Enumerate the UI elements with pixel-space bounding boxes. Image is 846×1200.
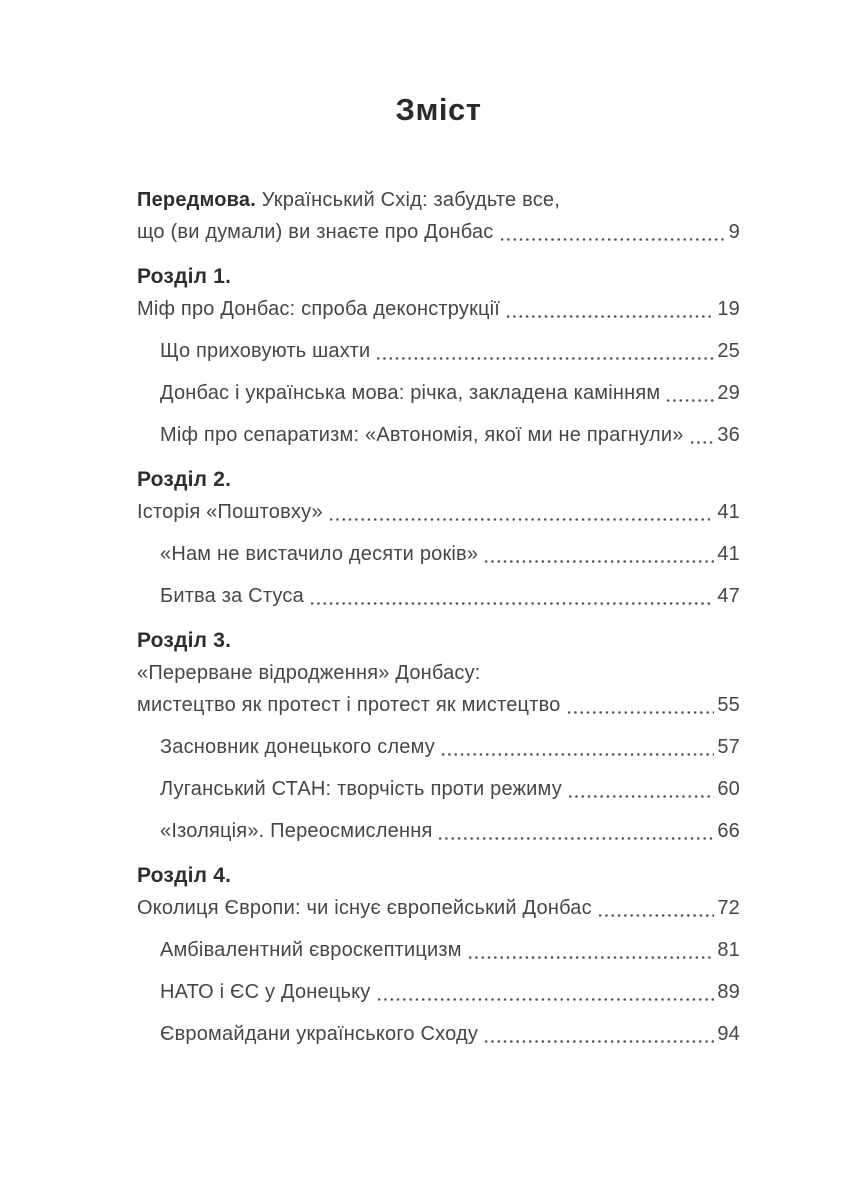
page-number: 60	[717, 778, 740, 800]
leader-dots	[376, 998, 715, 1001]
chapter-heading: Розділ 3.	[137, 629, 232, 652]
leader-dots	[665, 399, 714, 402]
leader-dots	[467, 956, 715, 959]
toc-entry-label: «Нам не вистачило десяти років»	[160, 543, 479, 565]
page-number: 9	[728, 221, 740, 243]
toc-preface-title: Український Схід: забудьте все,	[261, 189, 560, 211]
chapter-title-entry	[137, 293, 740, 325]
page-number: 29	[717, 382, 740, 404]
chapter-title-entry	[137, 689, 740, 721]
page-number: 25	[717, 340, 740, 362]
page-number: 72	[717, 897, 740, 919]
leader-dots	[328, 518, 714, 521]
chapter-heading: Розділ 2.	[137, 468, 232, 491]
page-number: 55	[717, 694, 740, 716]
leader-dots	[689, 441, 715, 444]
toc-entry-label: Засновник донецького слему	[160, 736, 435, 758]
toc-entry-label: мистецтво як протест і протест як мистецтво	[137, 694, 561, 716]
table-of-contents	[137, 184, 740, 1050]
leader-dots	[597, 914, 715, 917]
page-number: 36	[717, 424, 740, 446]
page-title: Зміст	[395, 92, 482, 127]
page-number: 81	[717, 939, 740, 961]
leader-dots	[483, 560, 714, 563]
toc-entry	[137, 731, 740, 763]
leader-dots	[440, 753, 714, 756]
page-number: 41	[717, 543, 740, 565]
toc-section-1	[137, 261, 740, 451]
toc-entry-label: Донбас і українська мова: річка, закладена камінням	[160, 382, 661, 404]
toc-entry-label: Що приховують шахти	[160, 340, 371, 362]
toc-entry	[137, 335, 740, 367]
toc-entry-label: «Ізоляція». Переосмислення	[160, 820, 433, 842]
chapter-heading: Розділ 1.	[137, 265, 232, 288]
toc-section-2	[137, 464, 740, 612]
leader-dots	[375, 357, 714, 360]
leader-dots	[499, 238, 726, 241]
toc-preface-line1	[137, 184, 740, 216]
toc-section-preface	[137, 184, 740, 248]
toc-entry	[137, 976, 740, 1008]
leader-dots	[567, 795, 714, 798]
chapter-title-entry	[137, 892, 740, 924]
toc-preface-label: Передмова.	[137, 189, 256, 211]
chapter-title-entry	[137, 496, 740, 528]
page-number: 94	[717, 1023, 740, 1045]
toc-entry	[137, 815, 740, 847]
chapter-heading: Розділ 4.	[137, 864, 232, 887]
toc-section-4	[137, 860, 740, 1050]
page-number: 19	[717, 298, 740, 320]
toc-entry-label: Євромайдани українського Сходу	[160, 1023, 479, 1045]
toc-entry-label: Міф про Донбас: спроба деконструкції	[137, 298, 501, 320]
toc-preface-line2	[137, 216, 740, 248]
toc-entry	[137, 538, 740, 570]
leader-dots	[505, 315, 714, 318]
leader-dots	[483, 1040, 714, 1043]
toc-entry-label: НАТО і ЄС у Донецьку	[160, 981, 371, 1003]
toc-entry-label: Історія «Поштовху»	[137, 501, 323, 523]
toc-entry-label: Луганський СТАН: творчість проти режиму	[160, 778, 562, 800]
toc-entry-label: що (ви думали) ви знаєте про Донбас	[137, 221, 494, 243]
page-number: 47	[717, 585, 740, 607]
toc-entry-label: Амбівалентний євроскептицизм	[160, 939, 462, 961]
leader-dots	[566, 711, 715, 714]
toc-entry	[137, 580, 740, 612]
toc-entry	[137, 377, 740, 409]
page-number: 89	[717, 981, 740, 1003]
page-number: 41	[717, 501, 740, 523]
toc-section-3	[137, 625, 740, 847]
chapter-title-line1: «Перерване відродження» Донбасу:	[137, 662, 481, 684]
toc-entry	[137, 419, 740, 451]
toc-entry-label: Битва за Стуса	[160, 585, 304, 607]
toc-entry	[137, 934, 740, 966]
toc-entry	[137, 773, 740, 805]
page-number: 66	[717, 820, 740, 842]
page-number: 57	[717, 736, 740, 758]
leader-dots	[309, 602, 714, 605]
toc-entry-label: Міф про сепаратизм: «Автономія, якої ми не прагнули»	[160, 424, 684, 446]
toc-entry	[137, 1018, 740, 1050]
leader-dots	[437, 837, 714, 840]
toc-entry-label: Околиця Європи: чи існує європейський Донбас	[137, 897, 592, 919]
